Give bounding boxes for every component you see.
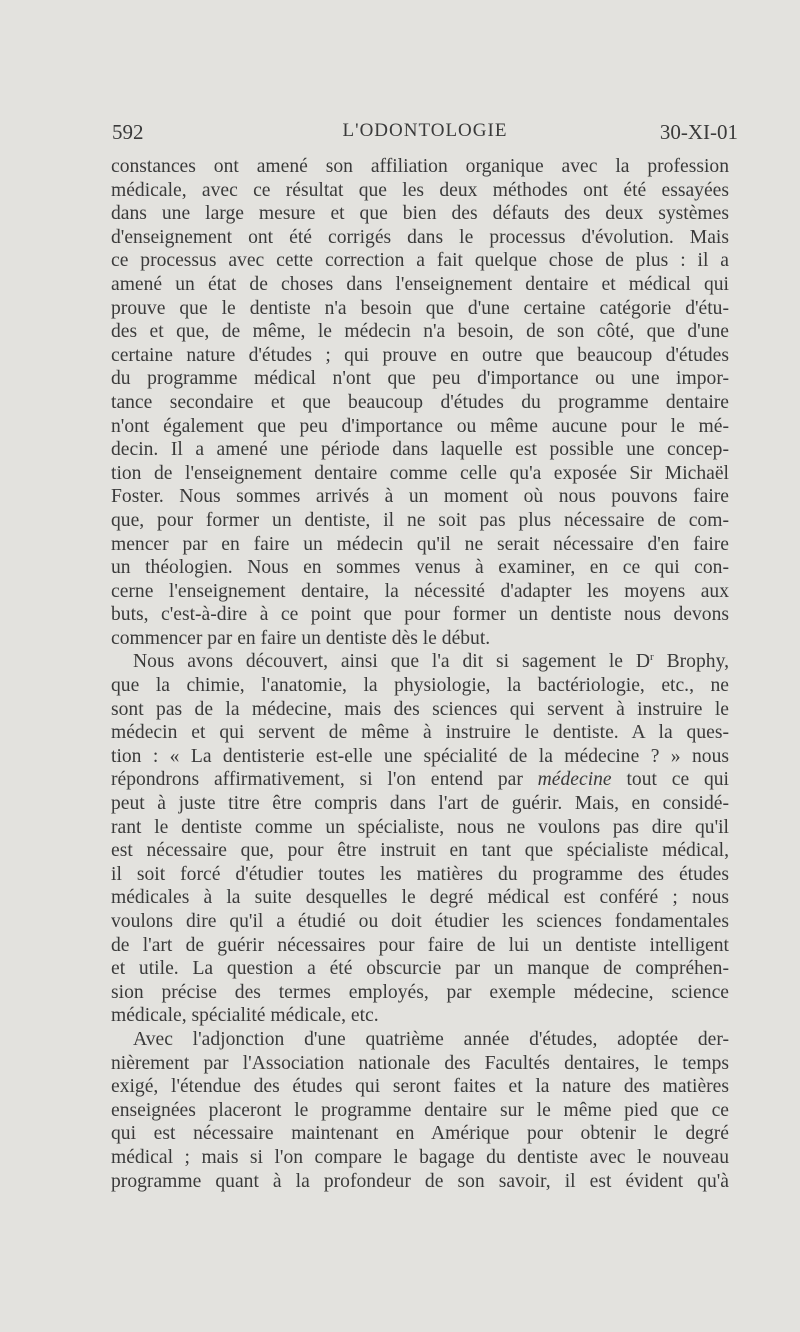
text-line: voulons dire qu'il a étudié ou doit étudier les sciences fondamentales [111,911,729,932]
text-line: dans une large mesure et que bien des défauts des deux systèmes [111,203,729,225]
text-line: Avec l'adjonction d'une quatrième année d'études, adoptée der- [133,1028,729,1050]
text-run: Brophy, [653,651,729,673]
text-line: médical ; mais si l'on compare le bagage du dentiste avec le nouveau [111,1146,729,1168]
issue-date: 30-XI-01 [659,120,738,144]
text-line: rant le dentiste comme un spécialiste, nous ne voulons pas dire qu'il [111,816,729,838]
text-line [111,650,729,674]
text-line: tance secondaire et que beaucoup d'études du programme dentaire [111,391,729,413]
text-line: que la chimie, l'anatomie, la physiologie, la bactériologie, etc., ne [111,675,729,697]
paragraph [111,155,729,650]
text-line [111,768,729,792]
text-line: et utile. La question a été obscurcie par un manque de compréhen- [111,958,729,980]
text-line: ce processus avec cette correction a fait quelque chose de plus : il a [111,250,729,272]
page-number: 592 [112,120,144,144]
text-line: il soit forcé d'étudier toutes les matières du programme des études [111,863,729,885]
text-line: buts, c'est-à-dire à ce point que pour former un dentiste nous devons [111,604,729,626]
text-line: enseignées placeront le programme dentaire sur le même pied que ce [111,1099,729,1121]
text-line: peut à juste titre être compris dans l'art de guérir. Mais, en considé- [111,793,729,815]
text-line: médicale, spécialité médicale, etc. [111,1005,379,1027]
text-line: cerne l'enseignement dentaire, la nécessité d'adapter les moyens aux [111,580,729,602]
text-line: commencer par en faire un dentiste dès le début. [111,627,491,649]
text-line: tion de l'enseignement dentaire comme celle qu'a exposée Sir Michaël [111,462,729,484]
text-run: tout ce qui [611,769,729,791]
text-line: certaine nature d'études ; qui prouve en outre que beaucoup d'études [111,344,729,366]
text-line: que, pour former un dentiste, il ne soit pas plus nécessaire de com- [111,509,729,531]
text-line: tion : « La dentisterie est-elle une spécialité de la médecine ? » nous [111,745,729,767]
text-line: du programme médical n'ont que peu d'importance ou une impor- [111,368,729,390]
paragraph [111,1028,729,1193]
text-line: mencer par en faire un médecin qu'il ne serait nécessaire d'en faire [111,533,729,555]
text-line: n'ont également que peu d'importance ou même aucune pour le mé- [111,415,729,437]
text-line: prouve que le dentiste n'a besoin que d'une certaine catégorie d'étu- [111,297,729,319]
superscript: r [650,651,654,664]
text-line: constances ont amené son affiliation organique avec la profession [111,156,729,177]
text-line: Foster. Nous sommes arrivés à un moment où nous pouvons faire [111,486,729,508]
italic-word: médecine [537,769,612,791]
text-run: Nous avons découvert, ainsi que l'a dit si sagement le D [133,651,651,673]
text-line: médecin et qui servent de même à instruire le dentiste. A la ques- [111,722,729,744]
text-line: sont pas de la médecine, mais des sciences qui servent à instruire le [111,698,729,720]
text-run: répondrons affirmativement, si l'on entend par [111,769,523,791]
text-line: un théologien. Nous en sommes venus à examiner, en ce qui con- [111,557,729,579]
paragraph [111,650,729,1028]
text-line: exigé, l'étendue des études qui seront faites et la nature des matières [111,1076,729,1098]
text-line: médicale, avec ce résultat que les deux méthodes ont été essayées [111,179,729,201]
text-line: est nécessaire que, pour être instruit en tant que spécialiste médical, [111,840,729,862]
page-header [112,120,738,150]
text-line: médicales à la suite desquelles le degré médical est conféré ; nous [111,887,729,909]
text-line: qui est nécessaire maintenant en Amérique pour obtenir le degré [111,1123,729,1145]
text-line: sion précise des termes employés, par exemple médecine, science [111,981,729,1003]
text-line: nièrement par l'Association nationale des Facultés dentaires, le temps [111,1052,729,1074]
text-line: de l'art de guérir nécessaires pour faire de lui un dentiste intelligent [111,934,729,956]
body-text [111,155,729,1193]
text-line: d'enseignement ont été corrigés dans le processus d'évolution. Mais [111,226,729,248]
running-title: L'ODONTOLOGIE [342,120,508,141]
text-line: des et que, de même, le médecin n'a besoin, de son côté, que d'une [111,321,729,343]
text-line: programme quant à la profondeur de son savoir, il est évident qu'à [111,1170,729,1192]
text-line: amené un état de choses dans l'enseignement dentaire et médical qui [111,273,729,295]
text-line: decin. Il a amené une période dans laquelle est possible une concep- [111,439,729,461]
